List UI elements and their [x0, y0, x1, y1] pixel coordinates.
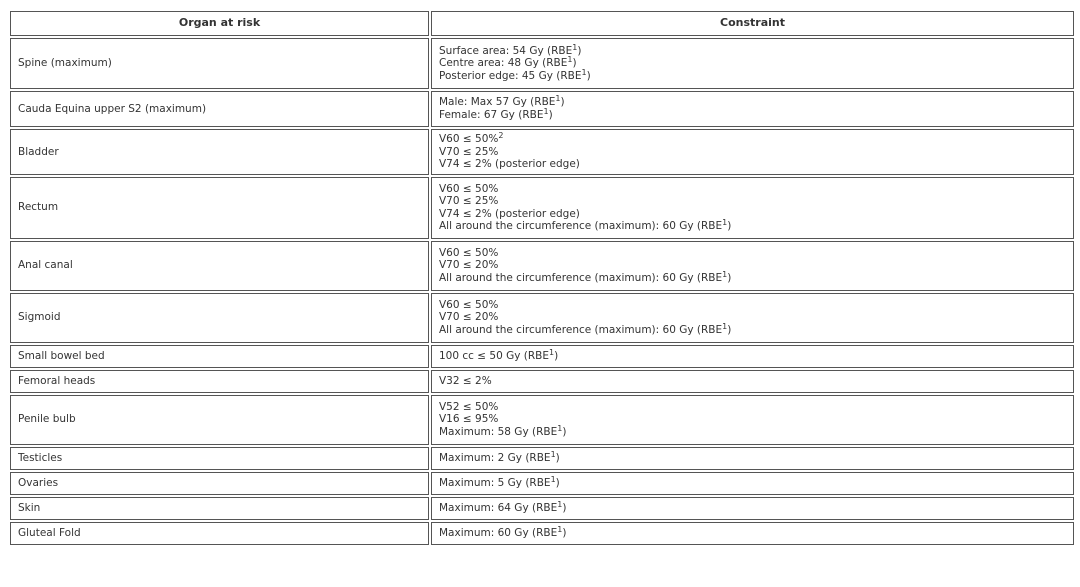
table-row — [10, 497, 1074, 520]
table-row — [10, 293, 1074, 343]
constraint-text: Maximum: 5 Gy (RBE — [439, 476, 551, 489]
constraint-text: V60 ≤ 50% — [439, 298, 499, 311]
footnote-marker: 1 — [557, 524, 563, 534]
organ-cell: Gluteal Fold — [10, 522, 429, 545]
constraint-line — [439, 347, 1066, 363]
organ-constraints-table — [8, 9, 1076, 547]
constraint-line — [439, 57, 1066, 70]
constraint-line — [439, 109, 1066, 122]
header-constraint: Constraint — [431, 11, 1074, 36]
constraint-line — [439, 426, 1066, 439]
constraint-line — [439, 401, 1066, 414]
constraint-line — [439, 195, 1066, 208]
constraint-line — [439, 208, 1066, 221]
organ-cell: Bladder — [10, 129, 429, 175]
constraint-cell — [431, 447, 1074, 470]
constraint-line — [439, 146, 1066, 159]
constraint-text-suffix: ) — [727, 220, 732, 233]
constraint-line — [439, 311, 1066, 324]
constraint-text-suffix: ) — [572, 57, 577, 70]
constraint-text-suffix: ) — [727, 324, 732, 337]
constraint-line — [439, 133, 1066, 146]
constraint-line — [439, 183, 1066, 196]
constraint-text: V32 ≤ 2% — [439, 374, 492, 387]
footnote-marker: 1 — [550, 449, 556, 459]
constraint-line — [439, 449, 1066, 465]
constraint-cell — [431, 345, 1074, 368]
constraint-line — [439, 220, 1066, 233]
constraint-cell — [431, 395, 1074, 445]
constraint-cell — [431, 129, 1074, 175]
constraint-cell — [431, 370, 1074, 393]
organ-cell: Spine (maximum) — [10, 38, 429, 89]
constraint-text-suffix: ) — [562, 426, 567, 439]
constraint-text: All around the circumference (maximum): 60 Gy (RBE — [439, 272, 723, 285]
constraint-cell — [431, 472, 1074, 495]
footnote-marker: 1 — [722, 218, 728, 228]
constraint-text-suffix: ) — [548, 109, 553, 121]
table-body — [10, 38, 1074, 545]
constraint-text: Posterior edge: 45 Gy (RBE — [439, 69, 582, 82]
organ-cell: Small bowel bed — [10, 345, 429, 368]
table-row — [10, 395, 1074, 445]
footnote-marker: 1 — [550, 474, 556, 484]
constraint-line — [439, 299, 1066, 312]
header-row — [10, 11, 1074, 36]
constraint-text: V52 ≤ 50% — [439, 400, 499, 413]
organ-cell: Testicles — [10, 447, 429, 470]
constraint-text-suffix: ) — [555, 476, 560, 489]
constraint-text: All around the circumference (maximum): 60 Gy (RBE — [439, 324, 723, 337]
table-row — [10, 447, 1074, 470]
constraint-text-suffix: ) — [555, 451, 560, 464]
constraint-line — [439, 499, 1066, 515]
organ-cell: Sigmoid — [10, 293, 429, 343]
constraint-text: V60 ≤ 50% — [439, 246, 499, 259]
footnote-marker: 1 — [557, 424, 563, 434]
constraint-cell — [431, 241, 1074, 291]
organ-cell: Penile bulb — [10, 395, 429, 445]
table-row — [10, 522, 1074, 545]
table-row — [10, 241, 1074, 291]
constraint-text: All around the circumference (maximum): 60 Gy (RBE — [439, 220, 723, 233]
constraint-line — [439, 375, 1066, 388]
constraint-text: V70 ≤ 25% — [439, 195, 499, 208]
constraint-line — [439, 413, 1066, 426]
constraint-text: V74 ≤ 2% (posterior edge) — [439, 158, 580, 171]
constraint-text-suffix: ) — [586, 69, 591, 82]
table-row — [10, 472, 1074, 495]
constraint-line — [439, 96, 1066, 109]
footnote-marker: 2 — [498, 131, 504, 140]
constraint-line — [439, 272, 1066, 285]
organ-cell: Femoral heads — [10, 370, 429, 393]
constraint-line — [439, 67, 1066, 83]
constraint-text: V16 ≤ 95% — [439, 413, 499, 426]
constraint-text: Maximum: 60 Gy (RBE — [439, 526, 558, 539]
constraint-cell — [431, 91, 1074, 127]
constraint-text: V60 ≤ 50% — [439, 182, 499, 195]
table-row — [10, 91, 1074, 127]
organ-cell: Ovaries — [10, 472, 429, 495]
constraint-text: V74 ≤ 2% (posterior edge) — [439, 207, 580, 220]
constraint-cell — [431, 497, 1074, 520]
constraint-text: 100 cc ≤ 50 Gy (RBE — [439, 349, 550, 362]
constraint-text: Maximum: 2 Gy (RBE — [439, 451, 551, 464]
constraint-text: V70 ≤ 20% — [439, 259, 499, 272]
constraint-text-suffix: ) — [554, 349, 559, 362]
footnote-marker: 1 — [722, 322, 728, 332]
constraint-line — [439, 259, 1066, 272]
constraint-line — [439, 247, 1066, 260]
constraint-line — [439, 524, 1066, 540]
footnote-marker: 1 — [581, 67, 587, 77]
organ-cell: Cauda Equina upper S2 (maximum) — [10, 91, 429, 127]
constraint-line — [439, 42, 1066, 58]
table-row — [10, 38, 1074, 89]
constraint-text-suffix: ) — [727, 272, 732, 285]
constraint-text: Maximum: 58 Gy (RBE — [439, 426, 558, 439]
constraint-cell — [431, 177, 1074, 239]
constraint-text: V70 ≤ 25% — [439, 145, 499, 158]
constraint-text: Female: 67 Gy (RBE — [439, 109, 544, 121]
constraint-text-suffix: ) — [562, 501, 567, 514]
constraint-text: V60 ≤ 50% — [439, 133, 499, 145]
constraint-text-suffix: ) — [560, 96, 565, 109]
constraint-line — [439, 324, 1066, 337]
table-row — [10, 129, 1074, 175]
table-row — [10, 370, 1074, 393]
footnote-marker: 1 — [567, 55, 573, 65]
organ-cell: Rectum — [10, 177, 429, 239]
header-organ-at-risk: Organ at risk — [10, 11, 429, 36]
footnote-marker: 1 — [557, 499, 563, 509]
constraint-cell — [431, 38, 1074, 89]
footnote-marker: 1 — [722, 270, 728, 280]
constraint-text: Male: Max 57 Gy (RBE — [439, 96, 556, 109]
table-row — [10, 345, 1074, 368]
constraint-line — [439, 474, 1066, 490]
table-row — [10, 177, 1074, 239]
constraint-text: Surface area: 54 Gy (RBE — [439, 44, 573, 57]
constraint-cell — [431, 293, 1074, 343]
organ-cell: Anal canal — [10, 241, 429, 291]
constraint-cell — [431, 522, 1074, 545]
table-container — [8, 9, 1074, 547]
constraint-text-suffix: ) — [577, 44, 582, 57]
footnote-marker: 1 — [555, 94, 561, 104]
footnote-marker: 1 — [572, 42, 578, 52]
organ-cell: Skin — [10, 497, 429, 520]
constraint-text: Maximum: 64 Gy (RBE — [439, 501, 558, 514]
footnote-marker: 1 — [543, 107, 549, 116]
constraint-text: Centre area: 48 Gy (RBE — [439, 57, 568, 70]
constraint-line — [439, 158, 1066, 171]
footnote-marker: 1 — [549, 347, 555, 357]
constraint-text-suffix: ) — [562, 526, 567, 539]
constraint-text: V70 ≤ 20% — [439, 311, 499, 324]
